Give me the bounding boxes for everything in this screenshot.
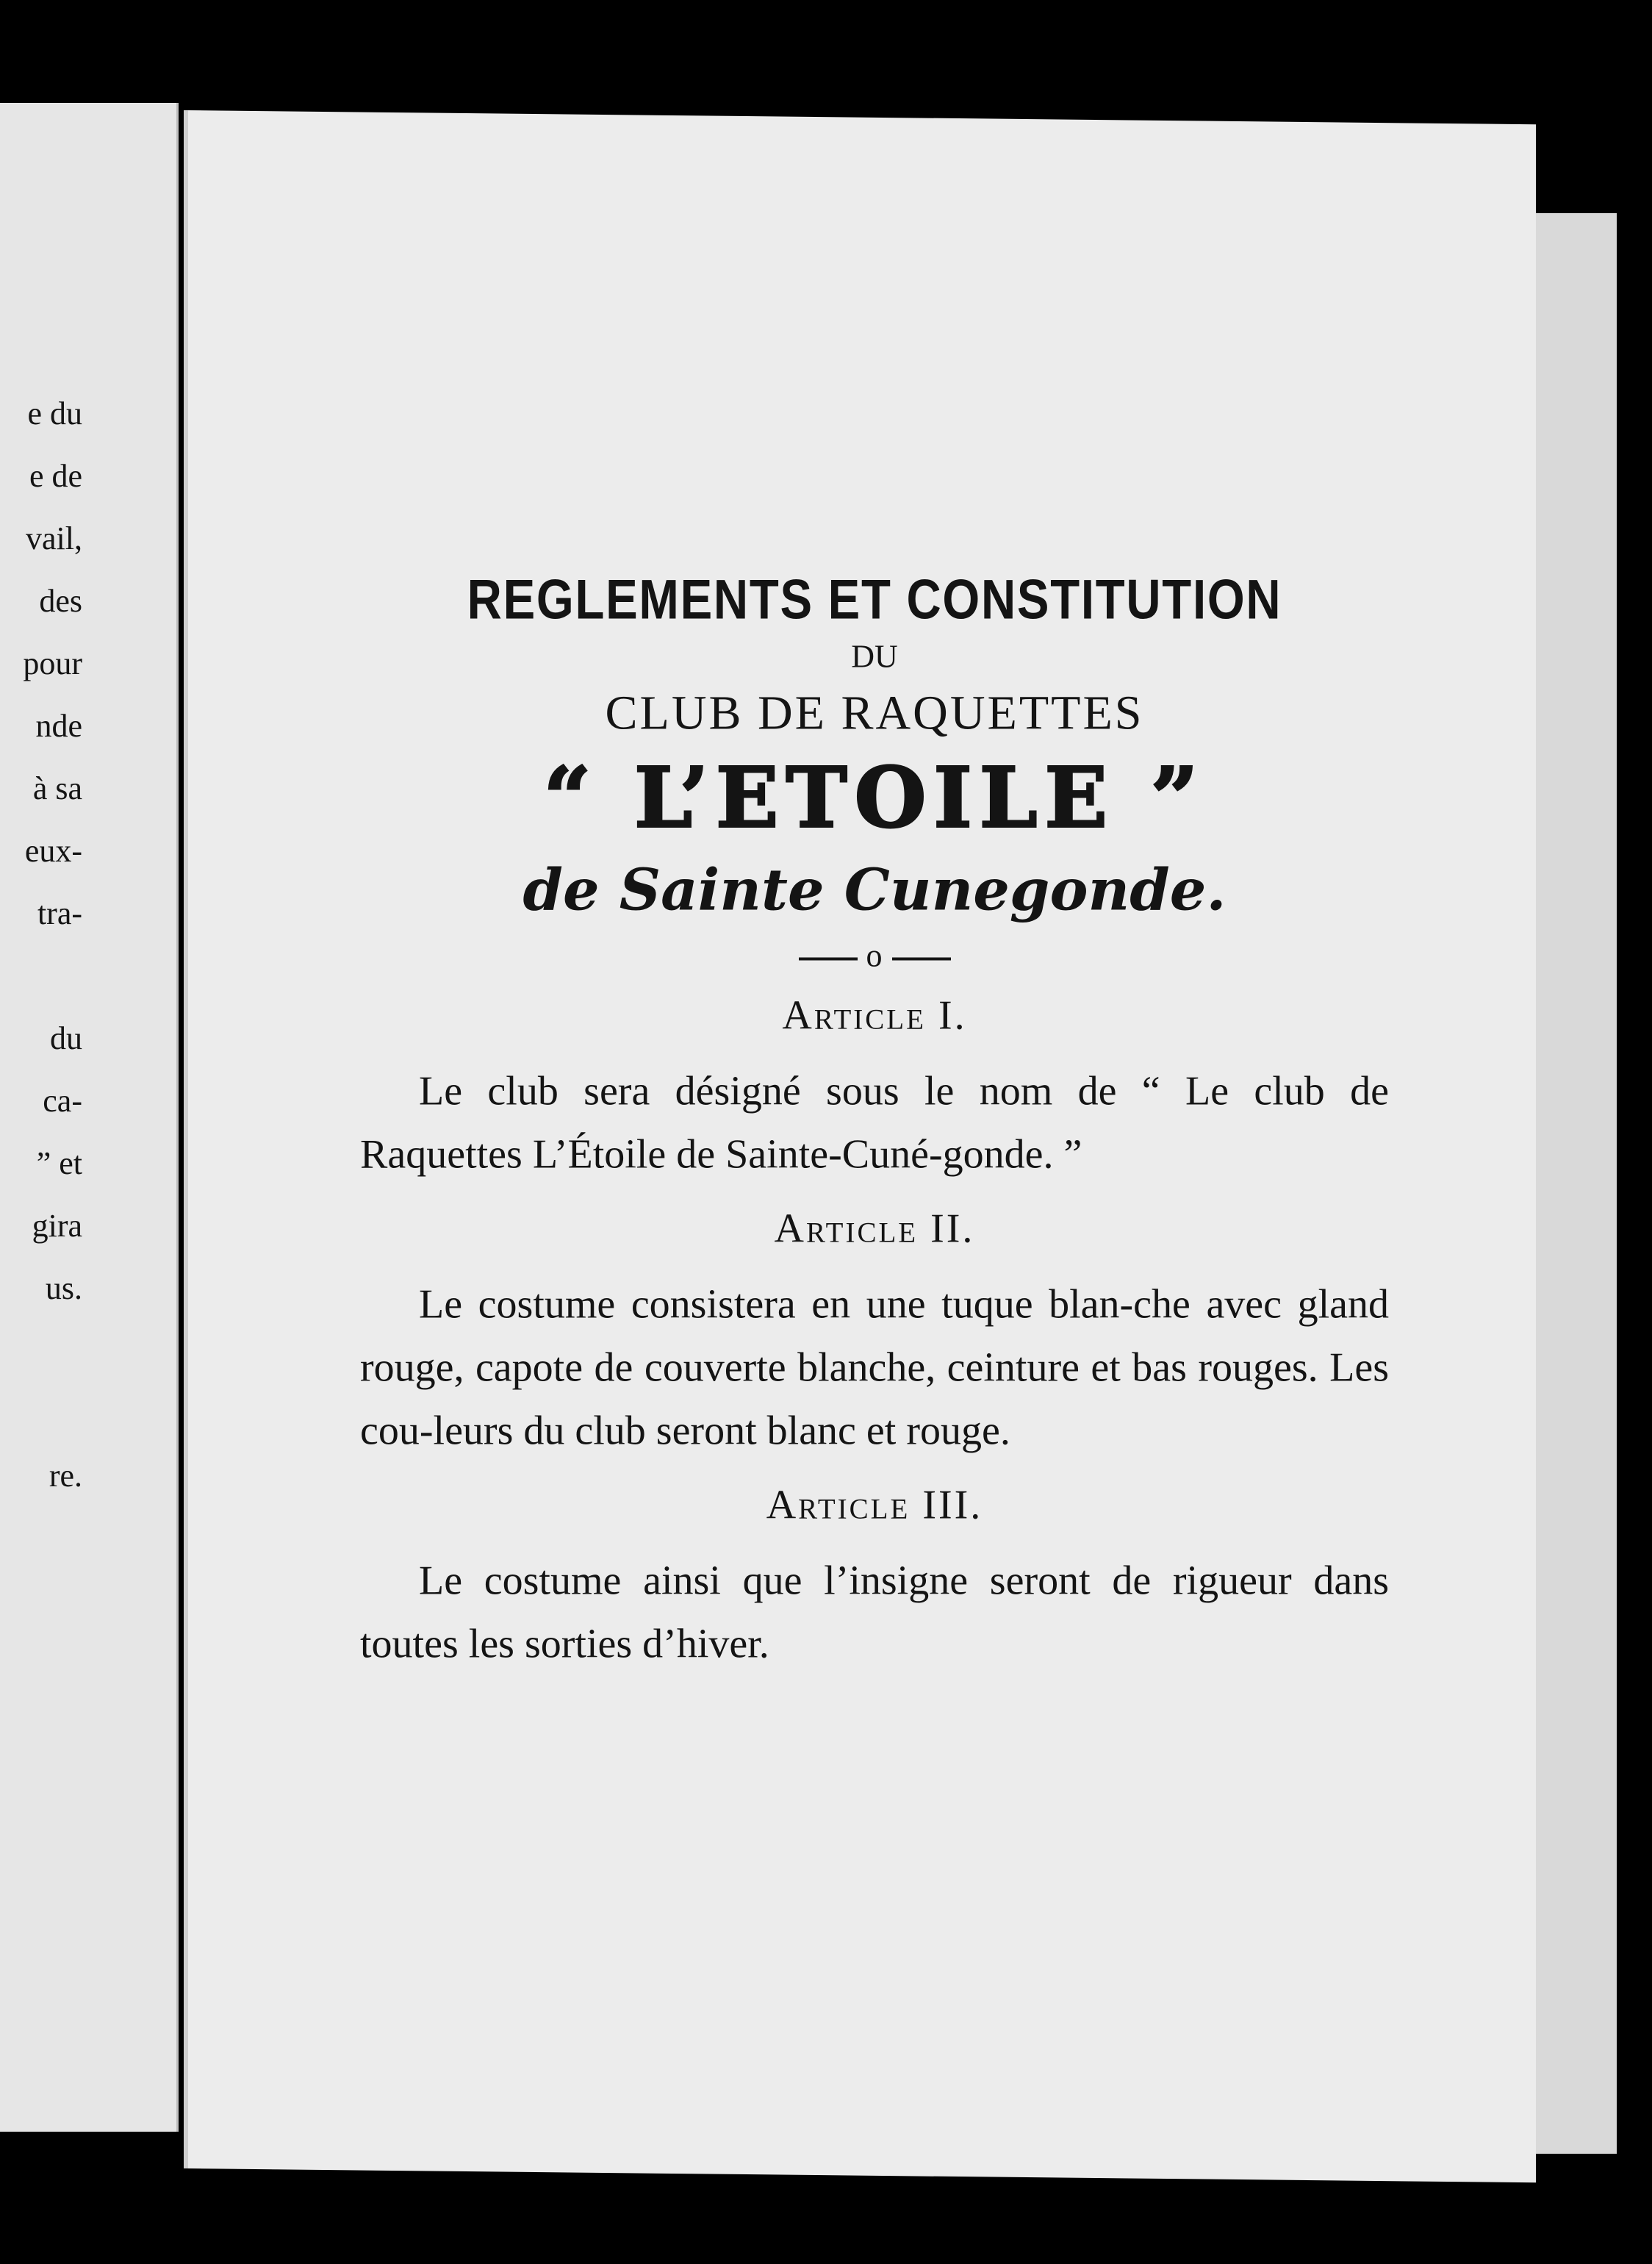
- heading-du: DU: [851, 638, 898, 675]
- previous-page: [0, 103, 179, 2132]
- article-3-text: Le costume ainsi que l’insigne seront de rigueur dans toutes les sorties d’hiver.: [360, 1558, 1389, 1667]
- divider: [360, 937, 1389, 975]
- document-heading: REGLEMENTS ET CONSTITUTION: [467, 568, 1282, 631]
- previous-page-text: e du e de vail, des pour nde à sa eux- tra- du ca- ” et gira us. re.: [23, 395, 82, 1494]
- divider-rule-left: [799, 957, 858, 960]
- club-name: “ L’ETOILE ”: [543, 750, 1206, 847]
- divider-mark: o: [866, 937, 883, 974]
- article-1-text: Le club sera désigné sous le nom de “ Le club de Raquettes L’Étoile de Sainte-Cuné-gonde. ”: [360, 1068, 1389, 1178]
- club-location: de Sainte Cunegonde.: [522, 856, 1227, 924]
- document-page: [184, 110, 1536, 2182]
- article-2-title: Article II.: [774, 1206, 975, 1252]
- page-content: [360, 568, 1389, 1695]
- divider-rule-right: [892, 957, 951, 960]
- article-1-title: Article I.: [782, 992, 967, 1039]
- club-line: CLUB DE RAQUETTES: [605, 686, 1144, 740]
- article-2-text: Le costume consistera en une tuque blan-che avec gland rouge, capote de couverte blanche, ceinture et bas rouges. Les cou-leurs du club seront blanc et rouge.: [360, 1281, 1389, 1454]
- article-3-title: Article III.: [766, 1482, 983, 1528]
